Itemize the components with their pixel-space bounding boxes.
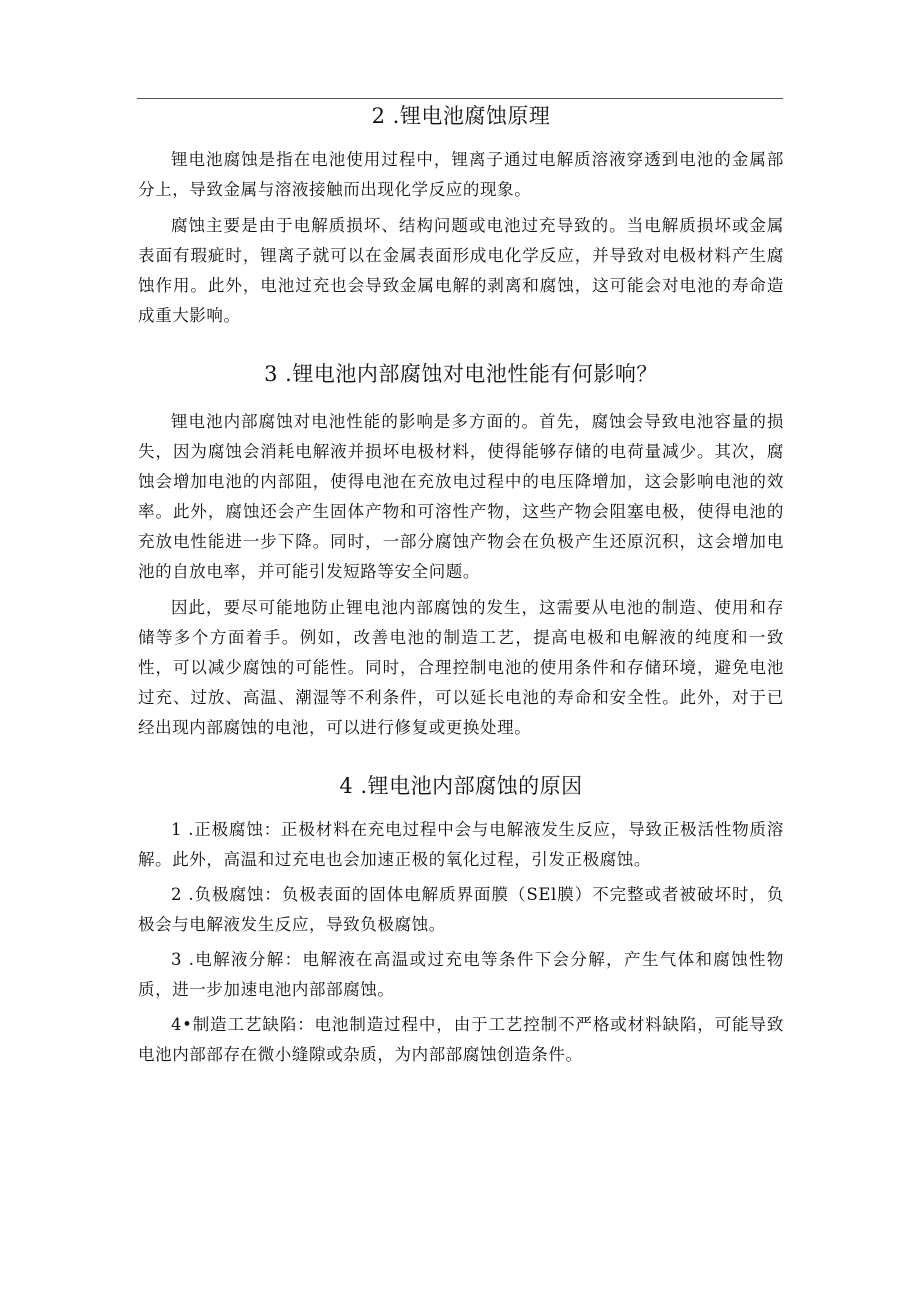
paragraph: 锂电池内部腐蚀对电池性能的影响是多方面的。首先，腐蚀会导致电池容量的损失，因为腐蚀会消耗电解液并损坏电极材料，使得能够存储的电荷量减少。其次，腐蚀会增加电池的内部阻，使得电池在充放电过程中的电压降增加，这会影响电池的效率。此外，腐蚀还会产生固体产物和可溶性产物，这些产物会阻塞电极，使得电池的充放电性能进一步下降。同时，一部分腐蚀产物会在负极产生还原沉积，这会增加电池的自放电率，并可能引发短路等安全问题。 — [138, 412, 784, 581]
paragraph: 锂电池腐蚀是指在电池使用过程中，锂离子通过电解质溶液穿透到电池的金属部分上，导致金属与溶液接触而出现化学反应的现象。 — [138, 150, 784, 199]
section-heading-corrosion-principle: 2 .锂电池腐蚀原理 — [371, 104, 551, 128]
document-body — [138, 97, 784, 1070]
list-item: 1 .正极腐蚀：正极材料在充电过程中会与电解液发生反应，导致正极活性物质溶解。此外，高温和过充电也会加速正极的氧化过程，引发正极腐蚀。 — [138, 820, 784, 869]
list-item: 3 .电解液分解：电解液在高温或过充电等条件下会分解，产生气体和腐蚀性物质，进一步加速电池内部部腐蚀。 — [138, 950, 784, 999]
section-heading-corrosion-impact: 3 .锂电池内部腐蚀对电池性能有何影响？ — [264, 362, 658, 386]
list-item: 2 .负极腐蚀：负极表面的固体电解质界面膜（SEl膜）不完整或者被破坏时，负极会与电解液发生反应，导致负极腐蚀。 — [138, 885, 784, 934]
list-item: 4•制造工艺缺陷：电池制造过程中，由于工艺控制不严格或材料缺陷，可能导致电池内部部存在微小缝隙或杂质，为内部部腐蚀创造条件。 — [138, 1015, 784, 1064]
section-heading-corrosion-causes: 4 .锂电池内部腐蚀的原因 — [339, 774, 583, 798]
paragraph: 腐蚀主要是由于电解质损坏、结构问题或电池过充导致的。当电解质损坏或金属表面有瑕疵时，锂离子就可以在金属表面形成电化学反应，并导致对电极材料产生腐蚀作用。此外，电池过充也会导致金属电解的剥离和腐蚀，这可能会对电池的寿命造成重大影响。 — [138, 216, 784, 325]
paragraph: 因此，要尽可能地防止锂电池内部腐蚀的发生，这需要从电池的制造、使用和存储等多个方面着手。例如，改善电池的制造工艺，提高电极和电解液的纯度和一致性，可以减少腐蚀的可能性。同时，合理控制电池的使用条件和存储环境，避免电池过充、过放、高温、潮湿等不利条件，可以延长电池的寿命和安全性。此外，对于已经出现内部腐蚀的电池，可以进行修复或更换处理。 — [138, 598, 784, 737]
